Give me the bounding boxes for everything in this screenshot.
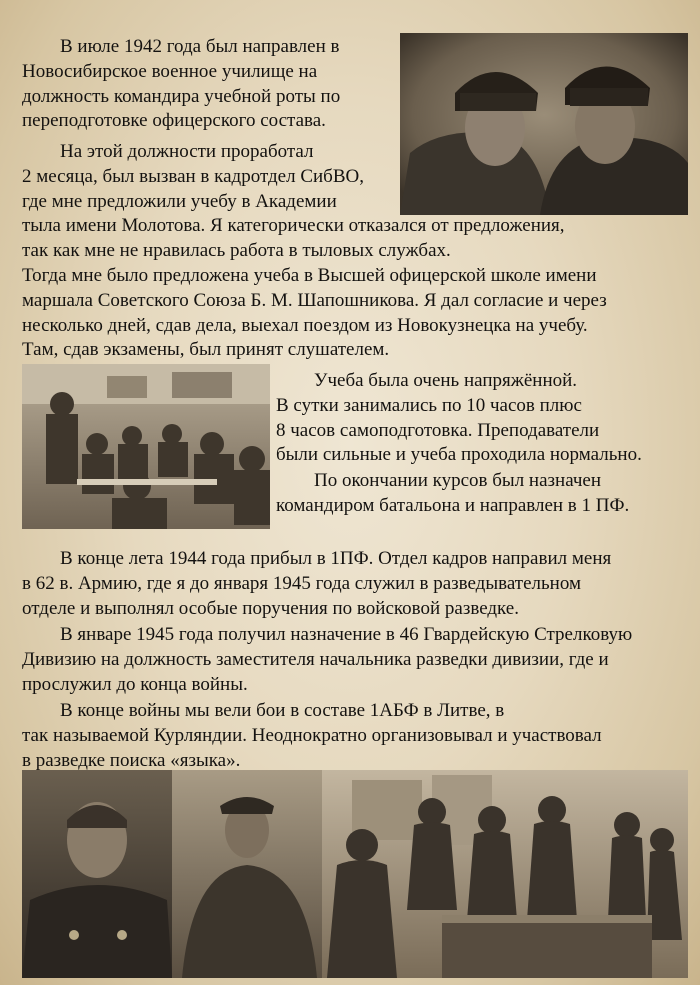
paragraph-7: В конце войны мы вели бои в составе 1АБФ в Литве, в так называемой Курляндии. Неоднократно организовывал и участвовал в разведке поиска «языка». bbox=[22, 700, 602, 771]
paragraph-2: На этой должности проработал 2 месяца, был вызван в кадротдел СибВО, где мне предложили учебу в Академии тыла имени Молотова. Я категорически отказался от предложения, так как мне не нравилась работа в тыловых службах. Тогда мне было предложена учеба в Высшей офицерской школе имени маршала Советского Союза Б. М. Шапошникова. Я дал согласие и через несколько дней, сдав дела, выехал поездом из Новокузнецка на учебу. Там, сдав экзамены, был принят слушателем. bbox=[22, 141, 607, 361]
photo-collage bbox=[22, 770, 688, 978]
paragraph-3: Учеба была очень напряжённой. В сутки занимались по 10 часов плюс 8 часов самоподготовка. Преподаватели были сильные и учеба проходила нормально. bbox=[276, 370, 642, 466]
paragraph-6: В январе 1945 года получил назначение в 46 Гвардейскую Стрелковую Дивизию на должность заместителя начальника разведки дивизии, где и прослужил до конца войны. bbox=[22, 624, 633, 695]
paragraph-5: В конце лета 1944 года прибыл в 1ПФ. Отдел кадров направил меня в 62 в. Армию, где я до января 1945 года служил в разведывательном отделе и выполнял особые поручения по войсковой разведке. bbox=[22, 548, 612, 619]
paragraph-1: В июле 1942 года был направлен в Новосибирское военное училище на должность командира учебной роты по переподготовке офицерского состава. bbox=[22, 36, 341, 132]
photo-classroom bbox=[22, 364, 270, 529]
paragraph-4: По окончании курсов был назначен командиром батальона и направлен в 1 ПФ. bbox=[276, 470, 630, 516]
